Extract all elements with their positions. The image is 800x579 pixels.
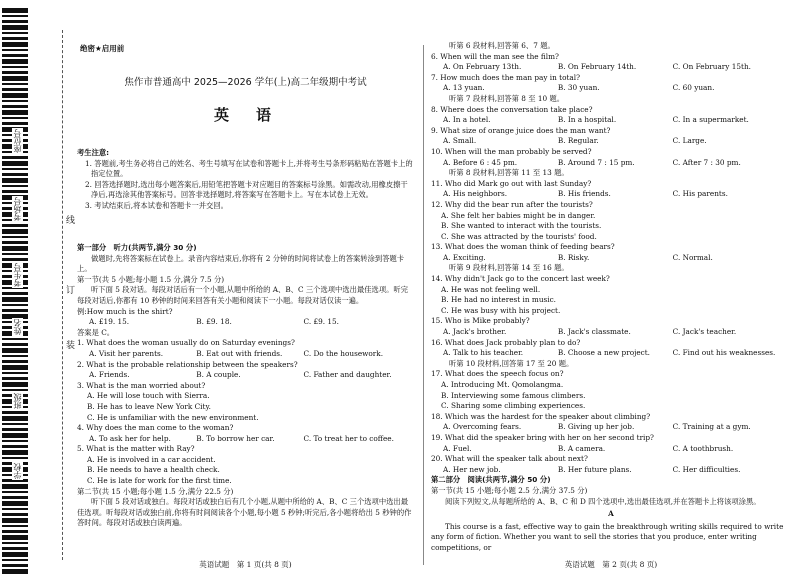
option-c: C. He was busy with his project. xyxy=(441,305,561,315)
question: 17. What does the speech focus on? xyxy=(431,369,564,379)
option-c: C. Training at a gym. xyxy=(672,422,751,432)
subject-title: 英 语 xyxy=(213,106,277,124)
question-4: 4. Why does the man come to the woman? xyxy=(77,423,234,433)
option-a: A. Visit her parents. xyxy=(89,348,164,358)
passage-a-label: A xyxy=(608,509,614,519)
option-b: B. 30 yuan. xyxy=(557,83,600,93)
reading-section1-title: 第一节(共 15 小题;每小题 2.5 分,满分 37.5 分) xyxy=(431,485,588,495)
binding-dashed-line xyxy=(62,30,63,560)
confidential-label: 绝密★启用前 xyxy=(80,44,125,53)
notice-section xyxy=(77,148,414,212)
option-a: A. Before 6 : 45 pm. xyxy=(443,157,518,167)
example-question: 例:How much is the shirt? xyxy=(77,306,173,316)
options-row xyxy=(431,83,791,94)
question: 19. What did the speaker bring with her on her second trip? xyxy=(431,432,654,442)
question-2: 2. What is the probable relationship between the speakers? xyxy=(77,359,298,369)
candidate-number-field: 考生号 xyxy=(13,263,22,287)
option-b: B. His friends. xyxy=(557,189,611,199)
question: 8. Where does the conversation take place? xyxy=(431,104,593,114)
example-answer: 答案是 C。 xyxy=(77,327,115,337)
exam-title: 焦作市普通高中 2025—2026 学年(上)高二年级期中考试 xyxy=(124,77,367,88)
option-a: A. Exciting. xyxy=(443,252,486,262)
question: 10. When will the man probably be served? xyxy=(431,146,592,156)
option-a: A. On February 13th. xyxy=(443,62,522,72)
option-a: A. Fuel. xyxy=(443,443,472,453)
notice-title: 考生注意: xyxy=(77,148,110,157)
passage-a-text: This course is a fast, effective way to gain the breakthrough writing skills required to write any form of fiction. Whether you want to sell the stories that you produce, enter writing competitions, or xyxy=(431,521,784,552)
options-row xyxy=(431,465,791,476)
option-c: C. Jack's teacher. xyxy=(672,327,737,337)
material-note: 听第 10 段材料,回答第 17 至 20 题。 xyxy=(449,358,574,368)
option-a: A. Small. xyxy=(443,136,477,146)
option-b: B. A couple. xyxy=(196,370,241,380)
example-option-a: A. £19. 15. xyxy=(89,317,130,327)
seat-number-field: 座位号 xyxy=(13,129,22,153)
options-row xyxy=(431,158,791,169)
binding-barcode xyxy=(2,8,28,576)
binding-mark-line: 线 xyxy=(64,215,74,224)
option-b: B. Regular. xyxy=(557,136,599,146)
option-b: B. Her future plans. xyxy=(557,464,632,474)
option-c: C. After 7 : 30 pm. xyxy=(672,157,741,167)
section1-intro: 听下面 5 段对话。每段对话后有一个小题,从题中所给的 A、B、C 三个选项中选出最佳选项。听完每段对话后,你都有 10 秒钟的时间来回答有关小题和阅读下一小题。每段对话仅读一遍。 xyxy=(77,285,409,305)
option-c: C. His parents. xyxy=(672,189,728,199)
options-row xyxy=(431,348,791,359)
option-c: C. She was attracted by the tourists' food. xyxy=(441,231,597,241)
question: 20. What will the speaker talk about next? xyxy=(431,454,588,464)
question: 14. Why didn't Jack go to the concert last week? xyxy=(431,274,610,284)
question-1: 1. What does the woman usually do on Saturday evenings? xyxy=(77,338,295,348)
options-row xyxy=(431,253,791,264)
page-2 xyxy=(431,0,791,579)
option-a: A. 13 yuan. xyxy=(443,83,485,93)
question-4-options xyxy=(77,434,414,445)
material-note: 听第 7 段材料,回答第 8 至 10 题。 xyxy=(449,93,565,103)
option-b: B. She wanted to interact with the tourists. xyxy=(441,221,602,231)
option-b: B. Jack's classmate. xyxy=(557,327,631,337)
option-b: B. To borrow her car. xyxy=(196,433,275,443)
question-3: 3. What is the man worried about? xyxy=(77,380,206,390)
options-row xyxy=(431,327,791,338)
question: 11. Who did Mark go out with last Sunday? xyxy=(431,178,592,188)
option-b: B. He needs to have a health check. xyxy=(87,465,220,475)
options-row xyxy=(431,136,791,147)
option-a: A. Talk to his teacher. xyxy=(443,348,524,358)
class-field: 班级 xyxy=(13,393,22,409)
section2-intro: 听下面 5 段对话或独白。每段对话或独白后有几个小题,从题中所给的 A、B、C 三个选项中选出最佳选项。听每段对话或独白前,你将有时间阅读各个小题,每小题 5 秒钟;听完后,各小题将给出 5 秒钟的作答时间。每段对话或独白读两遍。 xyxy=(77,497,412,528)
option-c: C. In a supermarket. xyxy=(672,115,749,125)
option-c: C. He is unfamiliar with the new environment. xyxy=(87,412,259,422)
notice-2: 2. 回答选择题时,选出每小题答案后,用铅笔把答题卡对应题目的答案标号涂黑。如需改动,用橡皮擦干净后,再选涂其他答案标号。回答非选择题时,将答案写在答题卡上。写在本试卷上无效。 xyxy=(85,179,408,200)
room-number-field: 考场号 xyxy=(13,197,22,221)
notice-3: 3. 考试结束后,将本试卷和答题卡一并交回。 xyxy=(85,200,228,210)
question-1-options xyxy=(77,349,414,360)
option-c: C. Normal. xyxy=(672,252,713,262)
option-b: B. Giving up her job. xyxy=(557,422,635,432)
option-a: A. He was not feeling well. xyxy=(441,284,541,294)
school-field: 学校 xyxy=(13,463,22,479)
name-field: 姓名 xyxy=(13,319,22,335)
binding-mark-bind: 装 xyxy=(64,340,74,349)
options-row xyxy=(431,189,791,200)
question-2-options xyxy=(77,370,414,381)
example-options xyxy=(77,317,414,328)
option-b: B. On February 14th. xyxy=(557,62,637,72)
option-a: A. To ask her for help. xyxy=(89,433,171,443)
listening-part xyxy=(77,243,414,529)
option-b: B. Around 7 : 15 pm. xyxy=(557,157,635,167)
option-b: B. He has to leave New York City. xyxy=(87,401,211,411)
reading-intro: 阅读下列短文,从每题所给的 A、B、C 和 D 四个选项中,选出最佳选项,并在答题卡上将该项涂黑。 xyxy=(445,496,761,506)
question: 9. What size of orange juice does the man want? xyxy=(431,125,611,135)
material-note: 听第 9 段材料,回答第 14 至 16 题。 xyxy=(449,263,569,273)
option-c: C. On February 15th. xyxy=(672,62,751,72)
option-b: B. Risky. xyxy=(557,252,590,262)
option-c: C. A toothbrush. xyxy=(672,443,734,453)
option-a: A. His neighbors. xyxy=(443,189,508,199)
option-b: B. Interviewing some famous climbers. xyxy=(441,390,586,400)
options-row xyxy=(431,115,791,126)
option-c: C. Large. xyxy=(672,136,707,146)
column-divider xyxy=(423,45,424,565)
binding-mark-fix: 订 xyxy=(64,285,74,294)
option-a: A. Jack's brother. xyxy=(443,327,507,337)
option-a: A. Friends. xyxy=(89,370,130,380)
question: 13. What does the woman think of feeding bears? xyxy=(431,242,615,252)
option-c: C. Father and daughter. xyxy=(303,370,392,380)
question: 6. When will the man see the film? xyxy=(431,51,559,61)
material-note: 听第 6 段材料,回答第 6、7 题。 xyxy=(449,41,555,50)
option-a: A. Introducing Mt. Qomolangma. xyxy=(441,380,564,389)
section2-title: 第二节(共 15 小题;每小题 1.5 分,满分 22.5 分) xyxy=(77,486,234,496)
option-a: A. Her new job. xyxy=(443,464,501,474)
option-a: A. He is involved in a car accident. xyxy=(87,454,216,464)
option-b: B. A camera. xyxy=(557,443,606,453)
part1-intro: 做题时,先将答案标在试卷上。录音内容结束后,你将有 2 分钟的时间将试卷上的答案转涂到答题卡上。 xyxy=(77,253,405,274)
option-b: B. Eat out with friends. xyxy=(196,348,283,358)
options-row xyxy=(431,444,791,455)
notice-1: 1. 答题前,考生务必将自己的姓名、考生号填写在试卷和答题卡上,并将考生号条形码粘贴在答题卡上的指定位置。 xyxy=(85,158,413,179)
example-option-c: C. £9. 15. xyxy=(303,317,339,327)
reading-part-title: 第二部分 阅读(共两节,满分 50 分) xyxy=(431,475,551,485)
question: 12. Why did the bear run after the tourists? xyxy=(431,199,593,209)
option-b: B. He had no interest in music. xyxy=(441,295,556,305)
question: 18. Which was the hardest for the speaker about climbing? xyxy=(431,411,651,421)
option-a: A. He will lose touch with Sierra. xyxy=(87,391,210,401)
question: 7. How much does the man pay in total? xyxy=(431,72,581,82)
part1-title: 第一部分 听力(共两节,满分 30 分) xyxy=(77,243,197,252)
material-note: 听第 8 段材料,回答第 11 至 13 题。 xyxy=(449,168,569,178)
question: 16. What does Jack probably plan to do? xyxy=(431,337,581,347)
option-c: C. He is late for work for the first time. xyxy=(87,476,232,486)
option-a: A. Overcoming fears. xyxy=(443,422,522,432)
option-b: B. Choose a new project. xyxy=(557,348,651,358)
option-c: C. Her difficulties. xyxy=(672,464,741,474)
binding-strip xyxy=(0,0,74,579)
options-row xyxy=(431,422,791,433)
option-c: C. 60 yuan. xyxy=(672,83,715,93)
option-c: C. Sharing some climbing experiences. xyxy=(441,401,586,411)
options-row xyxy=(431,62,791,73)
page-1-footer: 英语试题 第 1 页(共 8 页) xyxy=(199,560,292,569)
listening-section2-questions xyxy=(431,41,791,554)
option-c: C. To treat her to coffee. xyxy=(303,433,394,443)
page-1 xyxy=(77,0,414,579)
option-c: C. Do the housework. xyxy=(303,348,384,358)
option-b: B. In a hospital. xyxy=(557,115,617,125)
option-a: A. She felt her babies might be in danger. xyxy=(441,210,596,220)
page-2-footer: 英语试题 第 2 页(共 8 页) xyxy=(564,560,658,569)
section1-title: 第一节(共 5 小题;每小题 1.5 分,满分 7.5 分) xyxy=(77,274,225,284)
example-option-b: B. £9. 18. xyxy=(196,317,232,327)
question-5: 5. What is the matter with Ray? xyxy=(77,444,195,454)
option-c: C. Find out his weaknesses. xyxy=(672,348,776,358)
option-a: A. In a hotel. xyxy=(443,115,491,125)
question: 15. Who is Mike probably? xyxy=(431,316,530,326)
